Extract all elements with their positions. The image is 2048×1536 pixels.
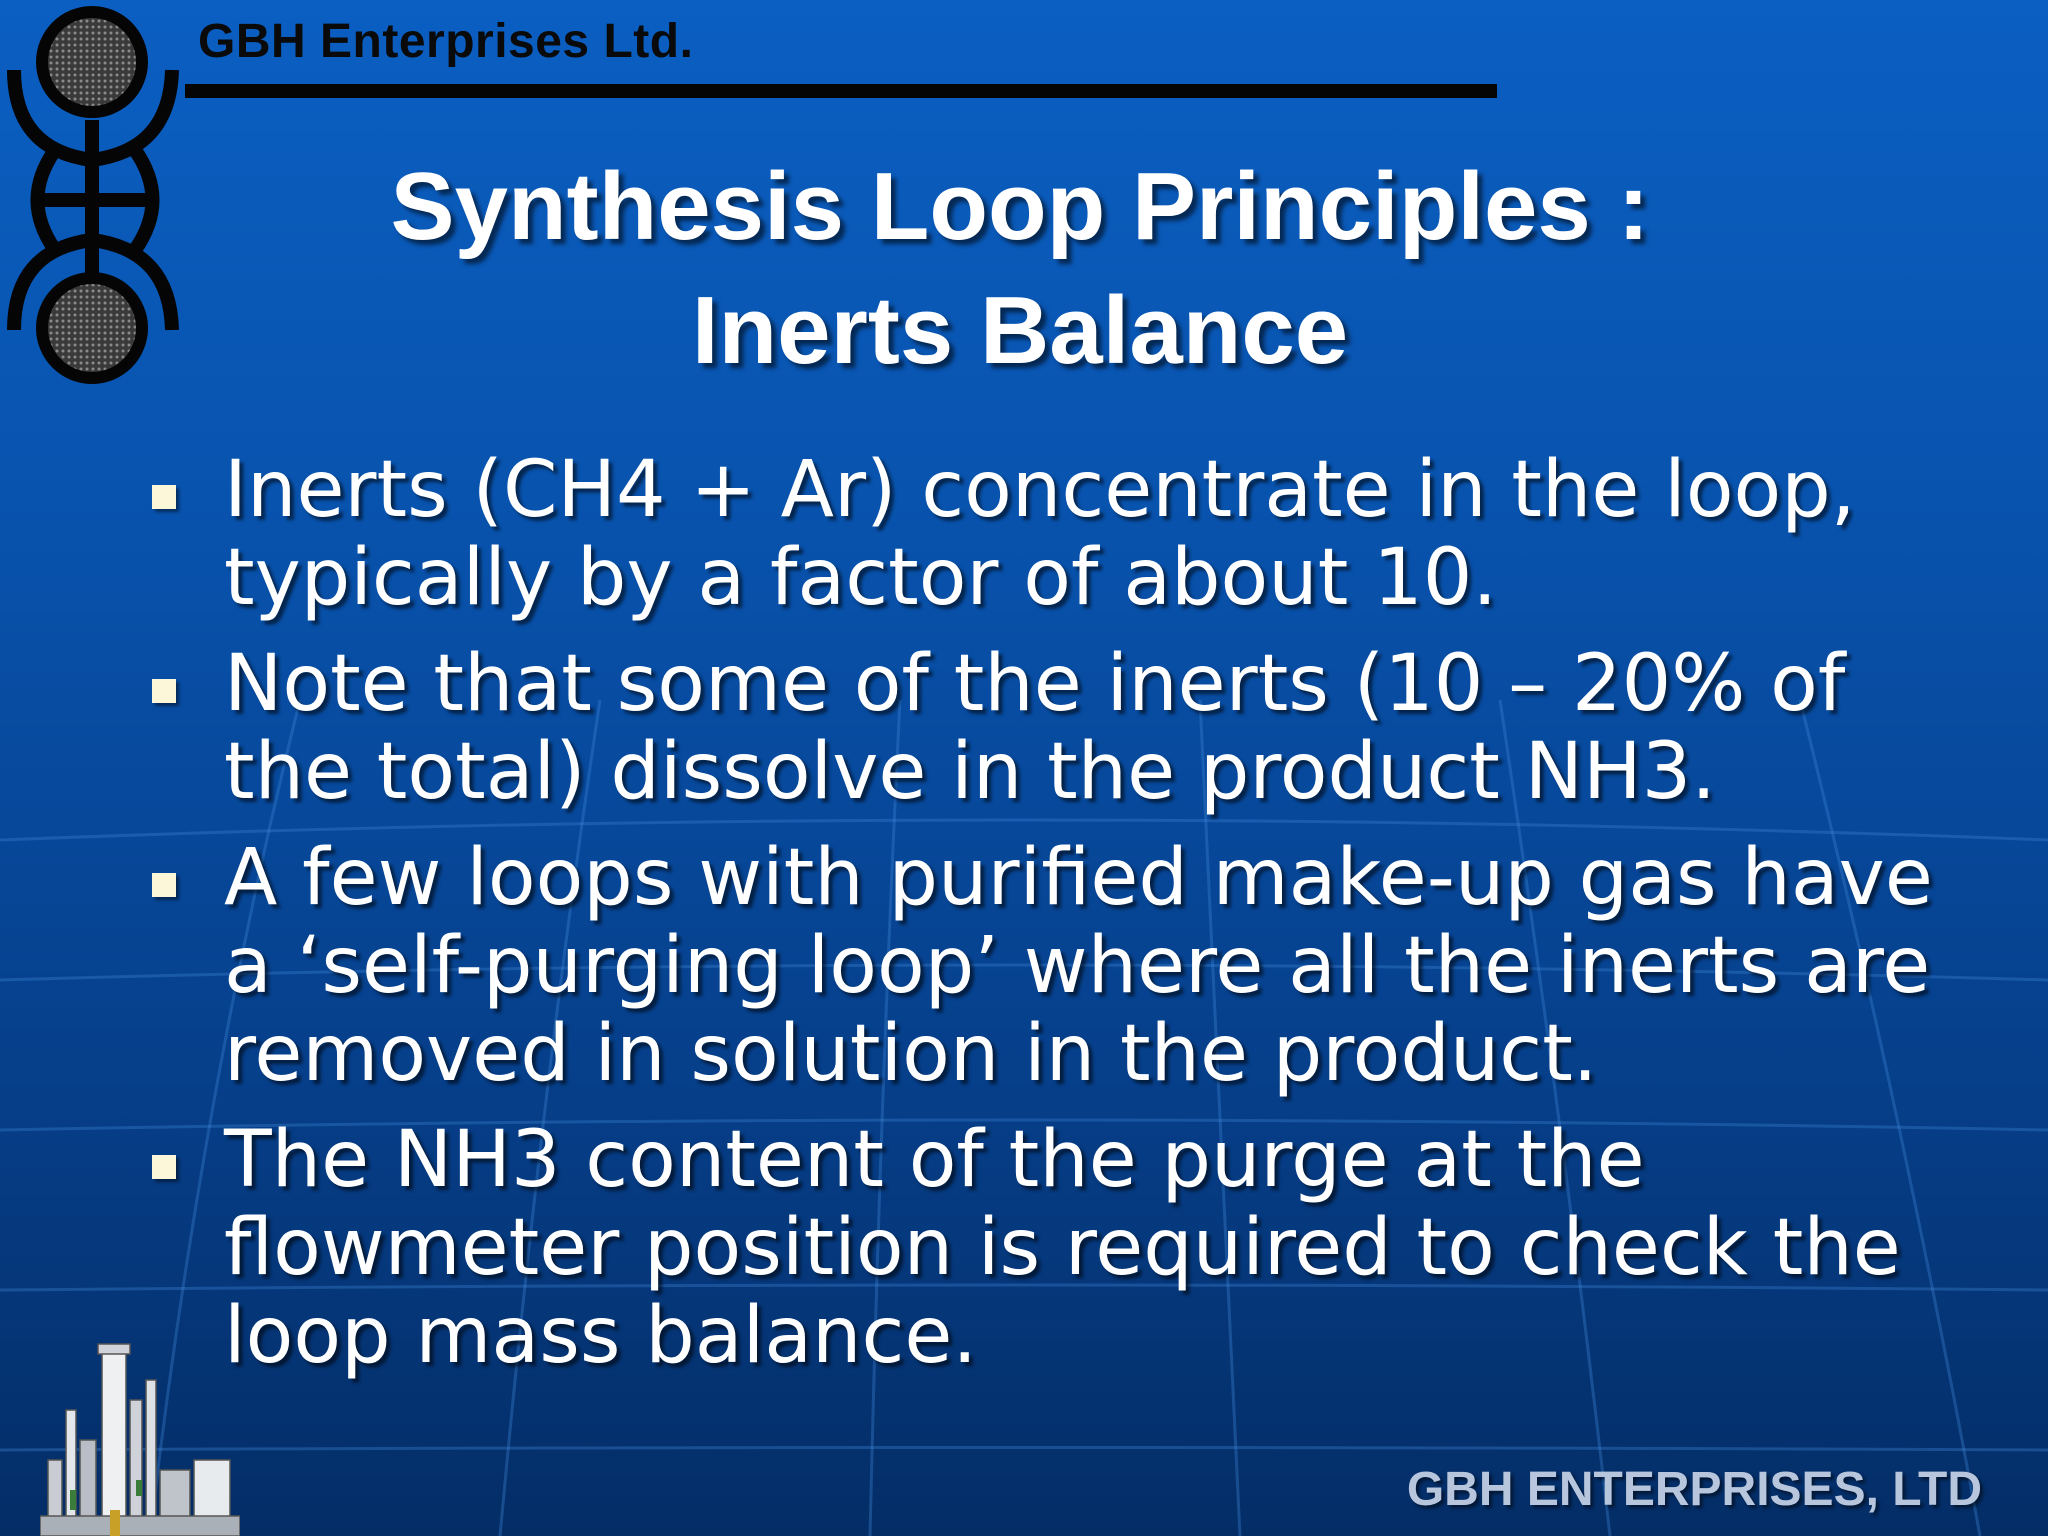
bullet-text: A few loops with purified make-up gas have a ‘self-purging loop’ where all the inerts are removed in solution in the product. xyxy=(224,833,1933,1099)
bullet-item xyxy=(140,640,1970,816)
slide-title xyxy=(200,145,1840,393)
footer-company-name: GBH ENTERPRISES, LTD xyxy=(1406,1463,1982,1516)
bullet-marker-icon xyxy=(152,873,176,897)
bullet-marker-icon xyxy=(152,1155,176,1179)
slide-title-line-2: Inerts Balance xyxy=(691,277,1349,384)
bullet-item xyxy=(140,1116,1970,1380)
company-header: GBH Enterprises Ltd. xyxy=(198,15,694,68)
bullet-marker-icon xyxy=(152,679,176,703)
bullet-marker-icon xyxy=(152,485,176,509)
refinery-plant-icon xyxy=(40,1340,240,1536)
header-divider xyxy=(185,84,1497,98)
bullet-text: The NH3 content of the purge at the flowmeter position is required to check the loop mass balance. xyxy=(224,1115,1901,1381)
bullet-item xyxy=(140,446,1970,622)
bullet-item xyxy=(140,834,1970,1098)
slide-title-line-1: Synthesis Loop Principles : xyxy=(390,153,1650,260)
gbh-logo-icon xyxy=(0,0,190,400)
bullet-list xyxy=(140,446,1970,1398)
bullet-text: Note that some of the inerts (10 – 20% of the total) dissolve in the product NH3. xyxy=(224,639,1846,817)
bullet-text: Inerts (CH4 + Ar) concentrate in the loop, typically by a factor of about 10. xyxy=(224,445,1856,623)
